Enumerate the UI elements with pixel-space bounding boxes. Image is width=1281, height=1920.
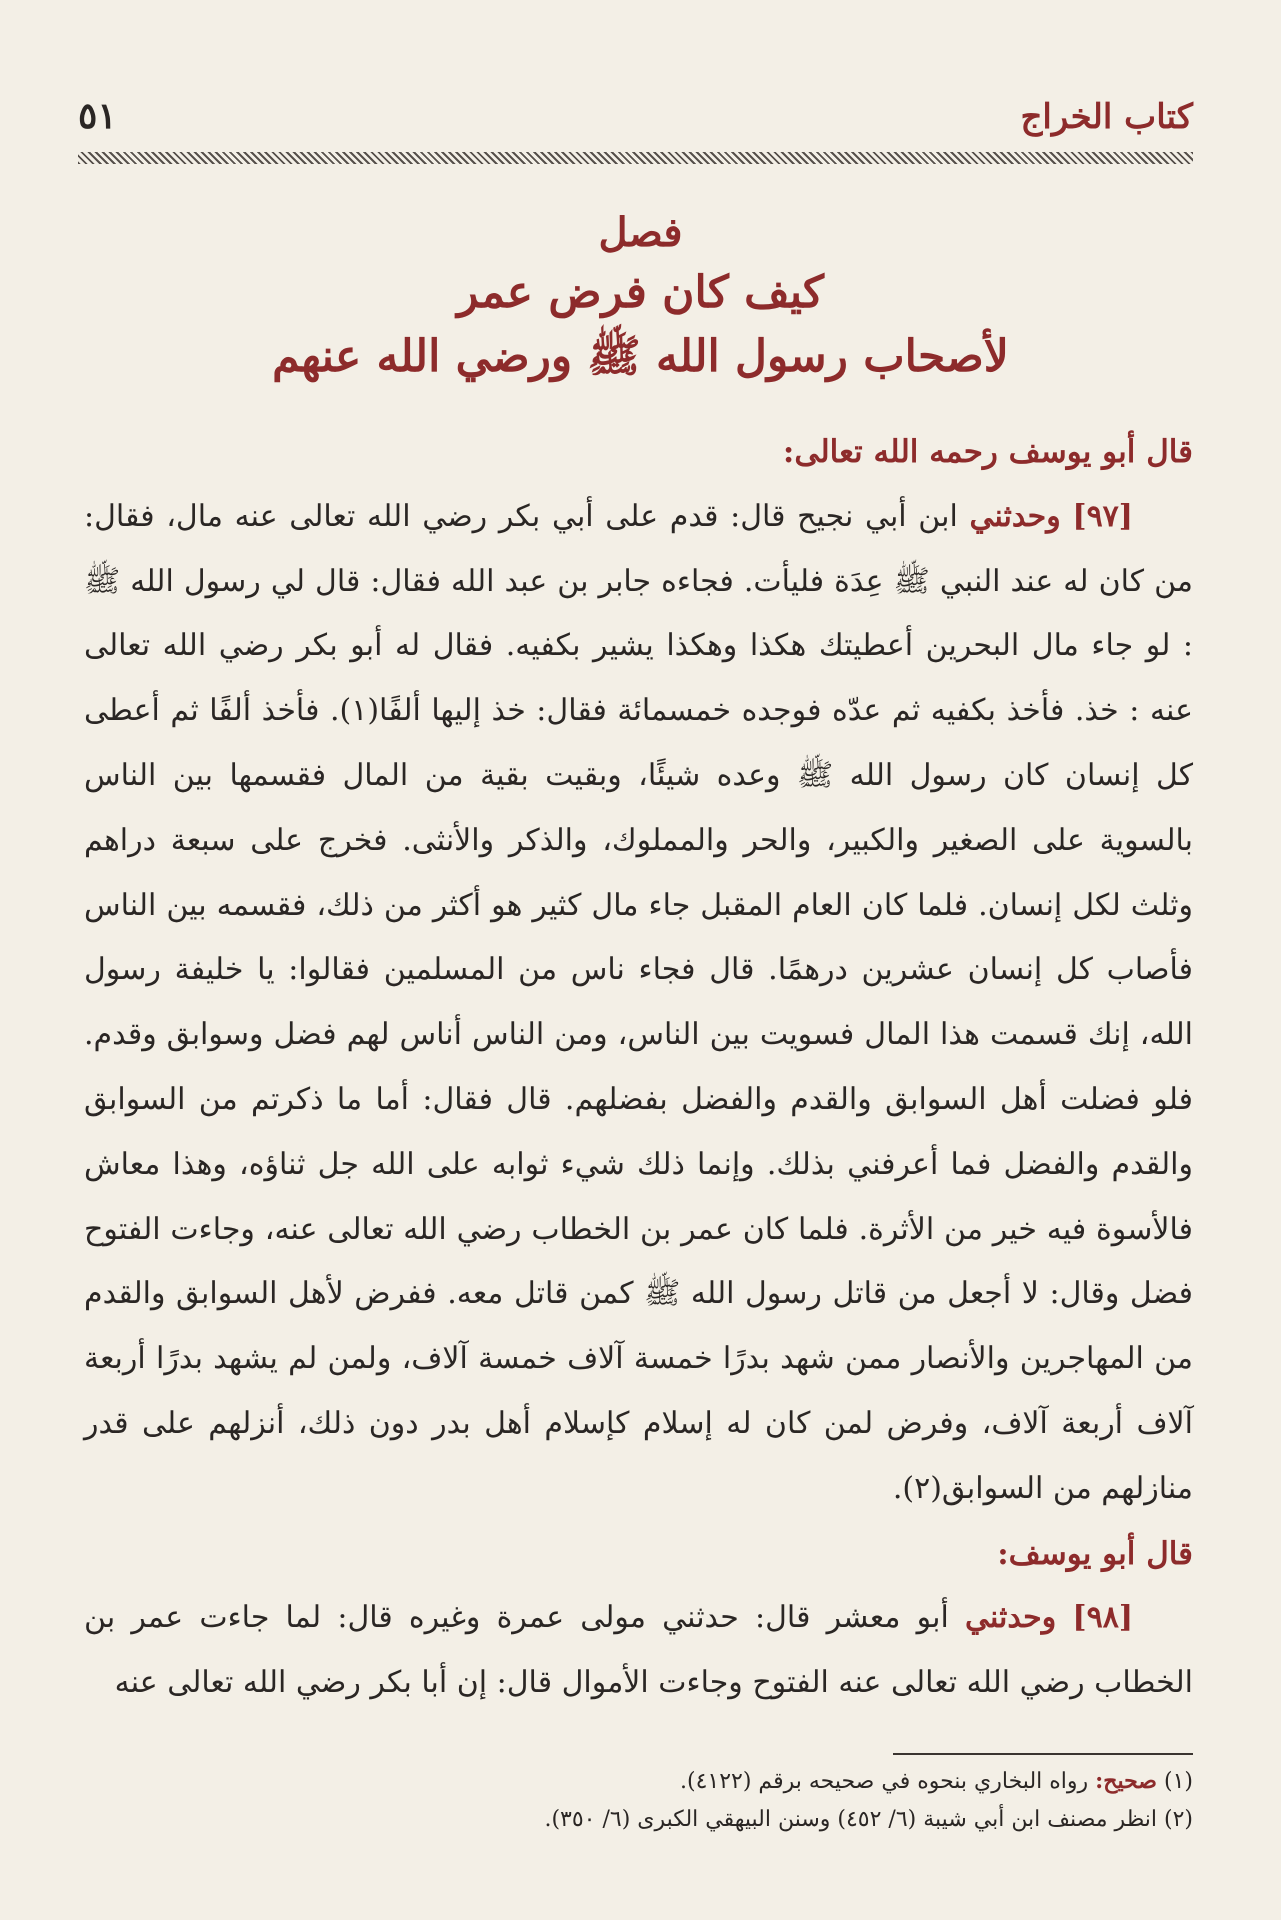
hadith-97-paragraph [84,485,1193,1522]
page-number: ٥١ [78,95,117,137]
hadith-number: [٩٧] [1072,498,1133,534]
hadith-text: ابن أبي نجيح قال: قدم على أبي بكر رضي الله تعالى عنه مال، فقال: من كان له عند النبي ﷺ عِدَة فليأت. فجاءه جابر بن عبد الله فقال: قال لي رسول الله ﷺ : لو جاء مال البحرين أعطيتك هكذا وهكذا يشير بكفيه. فقال له أبو بكر رضي الله تعالى عنه : خذ. فأخذ بكفيه ثم عدّه فوجده خمسمائة فقال: خذ إليها ألفًا(١). فأخذ ألفًا ثم أعطى كل إنسان كان رسول الله ﷺ وعده شيئًا، وبقيت بقية من المال فقسمها بين الناس بالسوية على الصغير والكبير، والحر والمملوك، والذكر والأنثى. فخرج على سبعة دراهم وثلث لكل إنسان. فلما كان العام المقبل جاء مال كثير هو أكثر من ذلك، فقسمه بين الناس فأصاب كل إنسان عشرين درهمًا. قال فجاء ناس من المسلمين فقالوا: يا خليفة رسول الله، إنك قسمت هذا المال فسويت بين الناس، ومن الناس أناس لهم فضل وسوابق وقدم. فلو فضلت أهل السوابق والقدم والفضل بفضلهم. قال فقال: أما ما ذكرتم من السوابق والقدم والفضل فما أعرفني بذلك. وإنما ذلك شيء ثوابه على الله جل ثناؤه، وهذا معاش فالأسوة فيه خير من الأثرة. فلما كان عمر بن الخطاب رضي الله تعالى عنه، وجاءت الفتوح فضل وقال: لا أجعل من قاتل رسول الله ﷺ كمن قاتل معه. ففرض لأهل السوابق والقدم من المهاجرين والأنصار ممن شهد بدرًا خمسة آلاف خمسة آلاف، ولمن لم يشهد بدرًا أربعة آلاف أربعة آلاف، وفرض لمن كان له إسلام كإسلام أهل بدر دون ذلك، أنزلهم على قدر منازلهم من السوابق(٢). [84,498,1193,1506]
hadith-lead-word: وحدثني [969,498,1061,534]
chapter-heading-line-1: فصل [598,209,683,256]
footnote-text: انظر مصنف ابن أبي شيبة (٦/ ٤٥٢) وسنن البيهقي الكبرى (٦/ ٣٥٠). [544,1807,1157,1832]
chapter-heading-line-3: لأصحاب رسول الله ﷺ ورضي الله عنهم [272,331,1009,382]
book-title: كتاب الخراج [1020,97,1193,137]
chapter-heading [120,205,1161,389]
main-text [84,420,1193,1716]
footnote-number: (١) [1163,1769,1193,1794]
chapter-heading-line-2: كيف كان فرض عمر [457,267,824,318]
section-1-subhead: قال أبو يوسف رحمه الله تعالى: [782,434,1193,470]
footnote-number: (٢) [1163,1807,1193,1832]
header-ornamental-rule [78,152,1193,164]
hadith-lead-word: وحدثني [965,1600,1057,1636]
footnote-text: رواه البخاري بنحوه في صحيحه برقم (٤١٢٢). [680,1769,1089,1794]
footnotes [88,1762,1193,1839]
footnote-1 [88,1762,1193,1801]
hadith-text: أبو معشر قال: حدثني مولى عمرة وغيره قال: لما جاءت عمر بن الخطاب رضي الله تعالى عنه الفتوح وجاءت الأموال قال: إن أبا بكر رضي الله تعالى عنه [84,1600,1193,1701]
running-header [78,95,1193,137]
hadith-number: [٩٨] [1072,1600,1134,1636]
footnote-2 [88,1801,1193,1839]
footnote-separator [893,1753,1193,1755]
section-2-subhead: قال أبو يوسف: [997,1535,1193,1572]
footnote-grade-label: صحيح: [1095,1768,1157,1794]
hadith-98-paragraph [84,1586,1193,1716]
